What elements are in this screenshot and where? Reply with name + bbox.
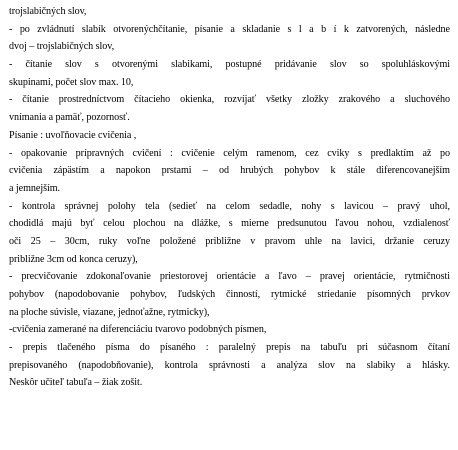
text-line: - čítanie prostredníctvom čítacieho okienka, rozvíjať všetky zložky zrakového a sluchového: [9, 94, 450, 106]
text-line: prepisovaného (napodobňovanie), kontrola správnosti a analýza slov na slabiky a hlásky.: [9, 359, 450, 371]
text-line: Písanie : uvoľňovacie cvičenia ,: [9, 129, 137, 141]
text-line: - čítanie slov s otvorenými slabikami, postupné pridávanie slov so spoluhláskovými: [9, 59, 450, 71]
text-line: oči 25 – 30cm, ruky voľne položené približne v pravom uhle na lavici, držanie ceruzy: [9, 235, 450, 247]
text-line: Neskôr učiteľ tabuľa – žiak zošit.: [9, 377, 143, 389]
text-line: pohybov (napodobovanie pohybov, ľudských činností, rytmické striedanie písomných prvkov: [9, 289, 450, 300]
text-line: - po zvládnutí slabík otvorenýchčítanie, písanie a skladanie s l a b í k zatvorených, následne: [9, 23, 450, 35]
text-line: - precvičovanie zdokonaľovanie priestorovej orientácie a ľavo – pravej orientácie, rytmičnosti: [9, 271, 450, 283]
text-line: na ploche súvisle, viazane, jednoťažne, rytmicky),: [9, 306, 210, 318]
text-line: a jemnejším.: [9, 182, 60, 194]
text-line: cvičenia zápästím a napokon prstami – od hrubých pohybov k stále diferencovanejším: [9, 165, 450, 177]
text-line: trojslabičných slov,: [9, 6, 87, 17]
text-line: - kontrola správnej polohy tela (sedieť na celom sedadle, nohy s lavicou – pravý uhol,: [9, 200, 450, 212]
text-line: vnímania a pamäť, pozornosť.: [9, 112, 130, 124]
text-line: približne 3cm od konca ceruzy),: [9, 253, 138, 265]
text-line: chodidlá majú byť celou plochou na dlážke, s mierne predsunutou ľavou nohou, vzdialenosť: [9, 218, 450, 230]
text-line: - prepis tlačeného písma do písaného : paralelný prepis na tabuľu pri súčasnom čítaní: [9, 342, 450, 354]
text-line: skupinami, počet slov max. 10,: [9, 76, 134, 88]
text-line: -cvičenia zamerané na diferenciáciu tvarovo podobných písmen,: [9, 324, 267, 336]
text-line: - opakovanie prípravných cvičení : cvičenie celým ramenom, cez cviky s predlaktím až po: [9, 147, 450, 159]
text-line: dvoj – trojslabičných slov,: [9, 41, 115, 53]
